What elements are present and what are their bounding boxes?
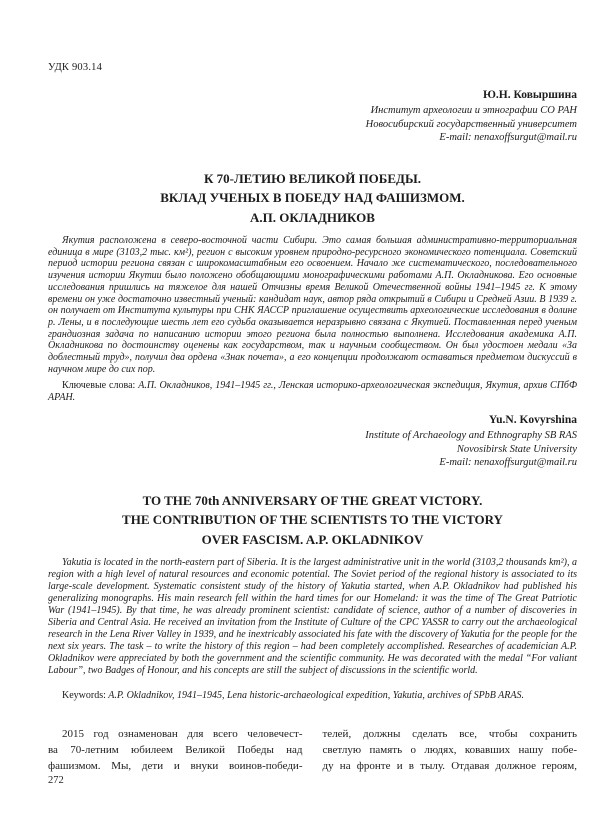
abstract-en: Yakutia is located in the north-eastern part of Siberia. It is the largest administrative unit in the world (3103,2 thousands km²), a region with a high level of natural resources and economic potential. The Soviet period of the regional history is associated to its large-scale development. Systematic consistent study of the history of Yakutia started, when A.P. Okladnikov had published his generalizing monographs. His main research fell within the hard times for our Homeland: it was the time of The Great Patriotic War (1941–1945). By that time, he was already prominent scientist: candidate of science, author of a number of discoveries in Siberia and Central Asia. He received an invitation from the Institute of Culture of the CPC YASSR to carry out the archaeological research in the Lena River Valley in 1939, and he inextricably associated his fate with the discovery of Yakutia for the people for the next six years. The task – to write the history of this region – had been completely accomplished. Researches of academician A.P. Okladnikov were appreciated by both the government and the scientific community. He was decorated with the medal “For valiant Labour”, two Badges of Honour, and his concepts are still the subject of discussions in the scientific world. bbox=[48, 557, 577, 677]
body-column-left bbox=[48, 726, 303, 774]
keywords-en bbox=[48, 690, 577, 702]
affiliation-en-institute: Institute of Archaeology and Ethnography SB RAS bbox=[365, 430, 577, 442]
udc-code: УДК 903.14 bbox=[48, 62, 103, 73]
page-number: 272 bbox=[48, 775, 64, 787]
body-text-line: фашизмом. Мы, дети и внуки воинов-победи- bbox=[48, 760, 303, 773]
article-title-ru-line-2: ВКЛАД УЧЕНЫХ В ПОБЕДУ НАД ФАШИЗМОМ. bbox=[160, 190, 465, 205]
body-text-line: ва 70-летним юбилеем Великой Победы над bbox=[48, 744, 303, 757]
keywords-ru bbox=[48, 380, 577, 404]
keywords-ru-text: А.П. Окладников, 1941–1945 гг., Ленская историко-археологическая экспедиция, Якутия, архив СПбФ АРАН. bbox=[48, 380, 577, 404]
affiliation-en bbox=[48, 429, 577, 470]
body-text bbox=[48, 726, 577, 774]
author-name-ru: Ю.Н. Ковыршина bbox=[482, 89, 577, 101]
affiliation-ru-university: Новосибирский государственный университет bbox=[365, 118, 577, 130]
body-text-line: телей, должны сделать все, чтобы сохранить bbox=[322, 728, 577, 741]
article-title-ru bbox=[48, 169, 577, 228]
body-column-right bbox=[323, 726, 578, 774]
body-text-line: ду на фронте и в тылу. Отдавая должное героям, bbox=[322, 760, 577, 773]
keywords-ru-label: Ключевые слова: bbox=[62, 380, 136, 392]
article-title-ru-line-1: К 70-ЛЕТИЮ ВЕЛИКОЙ ПОБЕДЫ. bbox=[203, 170, 422, 186]
affiliation-en-university: Novosibirsk State University bbox=[456, 443, 577, 455]
keywords-en-text: A.P. Okladnikov, 1941–1945, Lena historic-archaeological expedition, Yakutia, archives of SPbB ARAS. bbox=[105, 690, 524, 702]
body-text-line: 2015 год ознаменован для всего человечест- bbox=[62, 728, 303, 741]
keywords-en-label: Keywords: bbox=[62, 690, 106, 702]
article-title-en-line-1: TO THE 70th ANNIVERSARY OF THE GREAT VICTORY. bbox=[142, 492, 483, 508]
body-text-line: светлую память о людях, ковавших нашу побе- bbox=[322, 744, 577, 757]
affiliation-ru bbox=[48, 104, 577, 145]
article-title-en bbox=[48, 491, 577, 550]
article-title-en-line-2: THE CONTRIBUTION OF THE SCIENTISTS TO THE VICTORY bbox=[122, 512, 503, 528]
abstract-ru: Якутия расположена в северо-восточной части Сибири. Это самая большая административно-территориальная единица в мире (3103,2 тыс. км²), регион с высоким уровнем природно-ресурсного экономического потенциала. Советский период истории региона связан с широкомасштабным его освоением. Начало же систематического, последовательного изучения истории Якутии было положено обобщающими монографическими работами А.П. Окладникова. Его основные исследования пришлись на тяжелое для нашей Отчизны время Великой Отечественной войны 1941–1945 гг. К этому времени он уже достаточно известный ученый: кандидат наук, автор ряда открытий в Сибири и Средней Азии. В 1939 г. он получает от Института культуры при СНК ЯАССР приглашение осуществить археологические исследования в долине р. Лены, и в последующие шесть лет его судьба оказывается неразрывно связана с Якутией. Поставленная перед ученым грандиозная задача по написанию истории этого региона была полностью выполнена. Исследования академика А.П. Окладникова по достоинству оценены как государством, так и научным сообществом. Он был удостоен медали «За доблестный труд», получил два ордена «Знак почета», а его концепции продолжают оставаться предметом дискуссий в научном мире до сих пор. bbox=[48, 235, 577, 375]
article-title-ru-line-3: А.П. ОКЛАДНИКОВ bbox=[250, 209, 375, 225]
article-title-en-line-3: OVER FASCISM. A.P. OKLADNIKOV bbox=[201, 531, 424, 547]
author-email-en: E-mail: nenaxoffsurgut@mail.ru bbox=[439, 457, 577, 469]
author-email-ru: E-mail: nenaxoffsurgut@mail.ru bbox=[439, 132, 577, 143]
affiliation-ru-institute: Институт археологии и этнографии СО РАН bbox=[370, 105, 577, 116]
author-name-en: Yu.N. Kovyrshina bbox=[488, 414, 577, 427]
